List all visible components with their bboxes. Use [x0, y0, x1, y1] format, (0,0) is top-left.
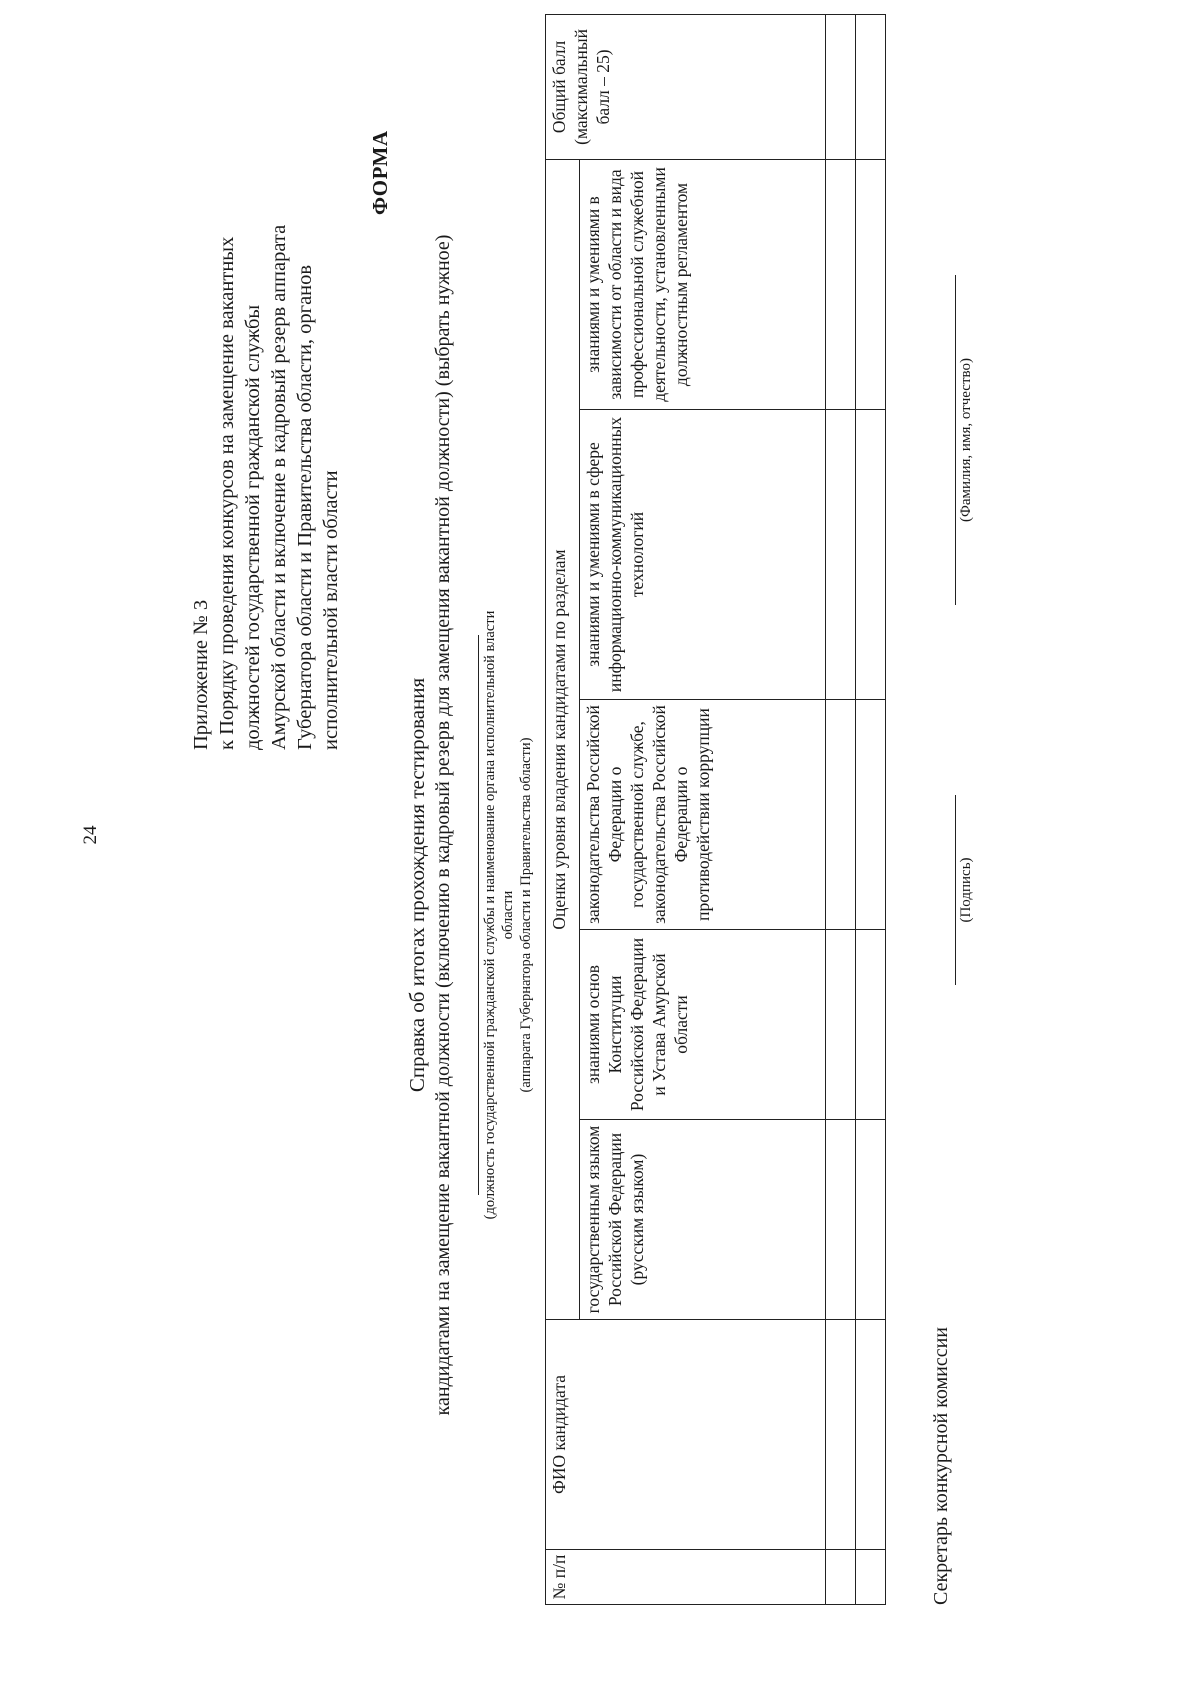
appendix-line: Губернатора области и Правительства области, органов [294, 264, 316, 750]
name-line [955, 275, 956, 605]
table-cell[interactable] [856, 1320, 886, 1550]
position-fill-line [478, 635, 479, 1195]
document-title: Справка об итогах прохождения тестирования [405, 677, 429, 1093]
table-header-row [546, 14, 580, 1604]
position-caption-line: (должность государственной гражданской службы и наименование органа исполнительной власти области [482, 610, 516, 1220]
table-row [826, 14, 856, 1604]
table-cell[interactable] [856, 159, 886, 409]
table-cell[interactable] [826, 14, 856, 159]
secretary-label: Секретарь конкурсной комиссии [930, 1327, 952, 1605]
table-row [856, 14, 886, 1604]
table-cell[interactable] [826, 700, 856, 930]
appendix-block [188, 30, 344, 750]
name-caption: (Фамилия, имя, отчество) [958, 358, 974, 522]
header-section-ict: знаниями и умениями в сфере информационно-коммуникационных технологий [580, 410, 826, 700]
table-cell[interactable] [856, 14, 886, 159]
table-cell[interactable] [856, 410, 886, 700]
table-cell[interactable] [856, 930, 886, 1120]
table-cell[interactable] [826, 1120, 856, 1320]
header-section-professional: знаниями и умениями в зависимости от области и вида профессиональной служебной деятельности, установленными должностным регламентом [580, 159, 826, 409]
table-cell[interactable] [856, 1550, 886, 1605]
position-caption-line: (аппарата Губернатора области и Правительства области) [518, 737, 534, 1093]
table-cell[interactable] [856, 700, 886, 930]
position-caption [481, 605, 535, 1225]
header-section-legislation: законодательства Российской Федерации о государственной службе, законодательства Российской Федерации о противодействии коррупции [580, 700, 826, 930]
header-number: № п/п [546, 1550, 826, 1605]
table-cell[interactable] [826, 930, 856, 1120]
document-subtitle: кандидатами на замещение вакантной должности (включению в кадровый резерв для замещения вакантной должности) (выбрать нужное) [432, 234, 454, 1416]
table-cell[interactable] [856, 1120, 886, 1320]
table-cell[interactable] [826, 159, 856, 409]
header-section-scores: Оценки уровня владения кандидатами по разделам [546, 159, 580, 1319]
header-total-score: Общий балл (максимальный балл – 25) [546, 14, 826, 159]
table-cell[interactable] [826, 1550, 856, 1605]
form-label: ФОРМА [368, 130, 392, 215]
page-number: 24 [80, 825, 101, 845]
appendix-line: к Порядку проведения конкурсов на замещение вакантных [216, 236, 238, 750]
signature-caption: (Подпись) [958, 857, 974, 923]
results-table [545, 14, 886, 1605]
appendix-line: исполнительной власти области [320, 470, 342, 750]
header-section-constitution: знаниями основ Конституции Российской Федерации и Устава Амурской области [580, 930, 826, 1120]
table-cell[interactable] [826, 1320, 856, 1550]
header-candidate-name: ФИО кандидата [546, 1320, 826, 1550]
appendix-line: должностей государственной гражданской службы [242, 304, 264, 750]
signature-line [955, 795, 956, 985]
header-section-state-language: государственным языком Российской Федерации (русским языком) [580, 1120, 826, 1320]
table-cell[interactable] [826, 410, 856, 700]
appendix-line: Приложение № 3 [190, 599, 212, 750]
appendix-line: Амурской области и включение в кадровый резерв аппарата [268, 224, 290, 750]
